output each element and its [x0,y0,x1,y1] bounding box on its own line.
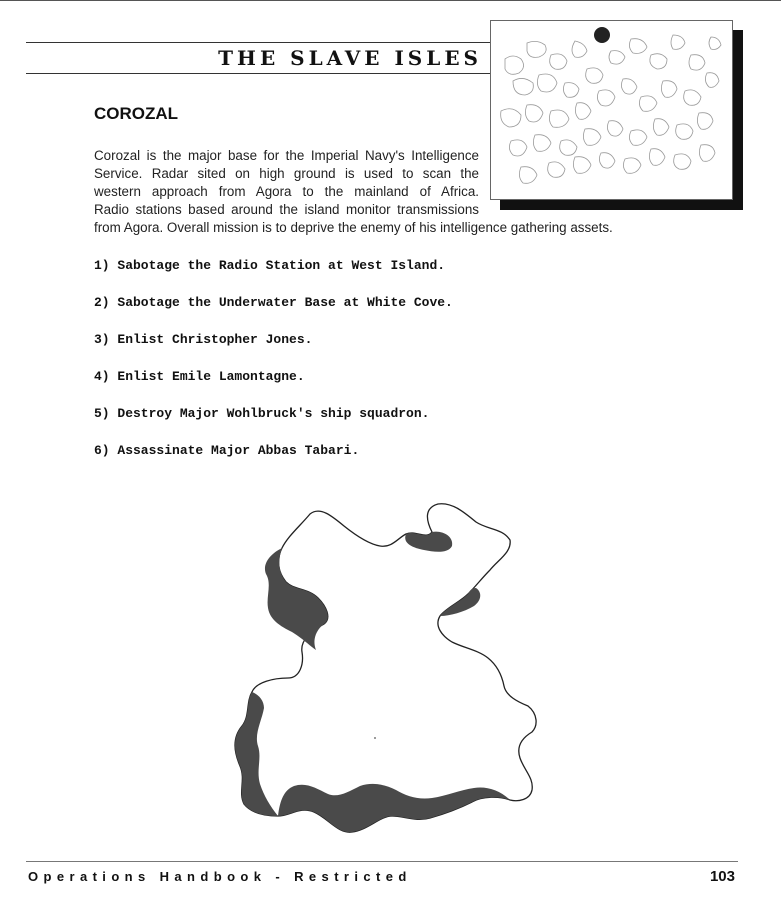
archipelago-map-icon [491,21,732,199]
south-coast-shading [278,784,510,832]
objectives-list [94,258,453,480]
objective-item: 5) Destroy Major Wohlbruck's ship squadron. [94,406,430,421]
objective-item: 2) Sabotage the Underwater Base at White Cove. [94,295,453,310]
intro-line-2: Service. Radar sited on high ground is used to scan the [94,166,479,181]
objective-item: 4) Enlist Emile Lamontagne. [94,369,305,384]
intro-line-3: western approach from Agora to the mainland of Africa. [94,184,479,199]
intro-line-1: Corozal is the major base for the Imperial Navy's Intelligence [94,148,479,163]
corozal-island-map [220,500,560,845]
objective-item: 6) Assassinate Major Abbas Tabari. [94,443,360,458]
intro-line-5: from Agora. Overall mission is to deprive the enemy of his intelligence gathering assets. [94,220,613,235]
intro-line-4: Radio stations based around the island monitor transmissions [94,202,479,217]
page-number: 103 [709,868,735,885]
objective-item: 3) Enlist Christopher Jones. [94,332,313,347]
map-dot [374,737,376,739]
header-rule-top [26,42,491,43]
archipelago-overview-map [490,20,733,200]
location-marker-icon [594,27,610,43]
chapter-title: THE SLAVE ISLES [218,46,482,70]
footer-text: Operations Handbook - Restricted [28,869,412,884]
footer-rule [26,861,738,862]
header-rule-bottom [26,73,491,74]
section-heading: COROZAL [94,104,179,123]
objective-item: 1) Sabotage the Radio Station at West Island. [94,258,446,273]
top-border-rule [0,0,781,1]
